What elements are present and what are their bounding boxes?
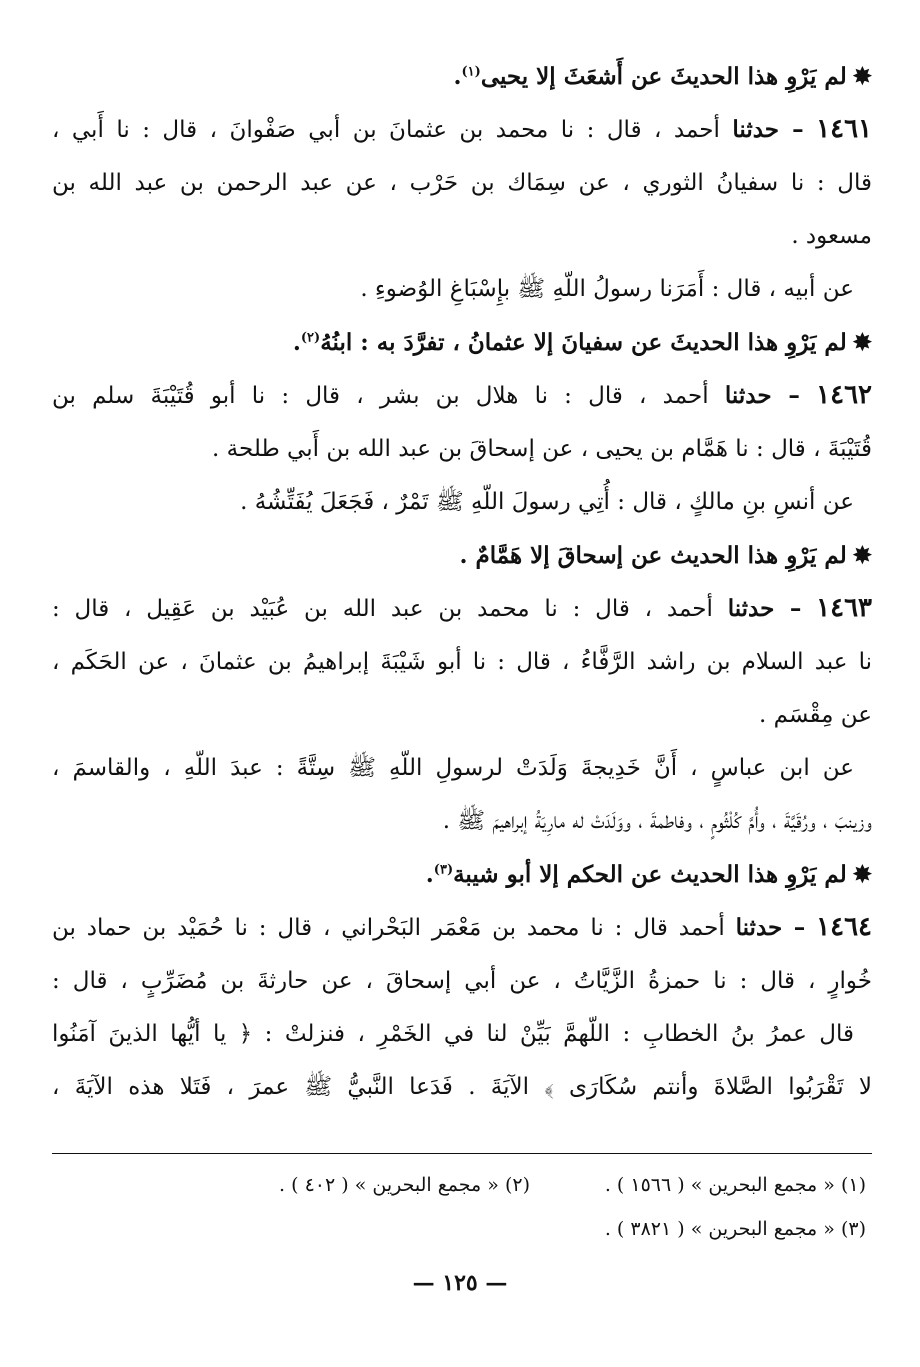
footnote-3: (٣) « مجمع البحرين » ( ٣٨٢١ ) . bbox=[604, 1218, 866, 1240]
text-line: عن أنسِ بنِ مالكٍ ، قال : أُتِي رسولَ اللّهِ ﷺ تَمْرٌ ، فَجَعَلَ يُفَتِّشُهُ . bbox=[240, 489, 854, 515]
text-line: نا عبد السلام بن راشد الرَّفَّاءُ ، قال : نا أبو شَيْبَةَ إبراهيمُ بن عثمانَ ، عن الحَكَم ، bbox=[52, 649, 872, 675]
note-text: لم يَرْوِ هذا الحديث عن الحكم إلا أبو شيبة bbox=[453, 861, 847, 888]
hadith-text: أحمد قال : نا محمد بن مَعْمَر البَحْراني ، قال : نا حُمَيْد بن حماد بن bbox=[52, 915, 725, 941]
note-line: ✸لم يَرْوِ هذا الحديث عن الحكم إلا أبو شيبة$^{(٣)}$. bbox=[425, 861, 872, 888]
note-text: لم يَرْوِ هذا الحديثَ عن سفيانَ إلا عثمانُ ، تفرَّدَ به : ابنُهُ bbox=[320, 329, 847, 356]
hadith-lead: – حدثنا bbox=[724, 382, 800, 409]
hadith-1463-line1 bbox=[52, 582, 872, 636]
hadith-1462-line1 bbox=[52, 369, 872, 423]
hadith-lead: – حدثنا bbox=[727, 595, 802, 622]
footnote-divider bbox=[52, 1153, 872, 1154]
hadith-text: أحمد ، قال : نا هلال بن بشر ، قال : نا أبو قُتَيْبَةَ سلم بن bbox=[52, 383, 709, 409]
text-line: لا تَقْرَبُوا الصَّلاةَ وأنتم سُكَارَى ﴾ الآيَةَ . فَدَعا النَّبيُّ ﷺ عمرَ ، فَتَلا هذه الآيَةَ ، bbox=[52, 1074, 872, 1100]
footnote-ref: (٢) bbox=[300, 330, 321, 346]
text-line: عن ابن عباسٍ ، أَنَّ خَدِيجةَ وَلَدَتْ لرسولِ اللّهِ ﷺ سِتَّةً : عبدَ اللّهِ ، والقاسمَ ، bbox=[52, 755, 854, 781]
footnote-row bbox=[52, 1207, 872, 1251]
note-text: لم يَرْوِ هذا الحديث عن إسحاقَ إلا هَمَّامٌ . bbox=[459, 542, 847, 569]
hadith-number: ١٤٦٤ bbox=[816, 912, 872, 942]
hadith-number: ١٤٦١ bbox=[816, 114, 872, 144]
text-line: قال عمرُ بنُ الخطابِ : اللّهمَّ بَيِّنْ لنا في الخَمْرِ ، فنزلتْ : ﴿ يا أيُّها الذينَ آمَنُوا bbox=[52, 1021, 854, 1047]
asterisk-icon: ✸ bbox=[852, 861, 872, 888]
text-line: عن مِقْسَم . bbox=[759, 702, 872, 728]
note-line bbox=[52, 529, 872, 582]
hadith-1461-line1 bbox=[52, 103, 872, 157]
hadith-1464-line1 bbox=[52, 901, 872, 955]
hadith-number: ١٤٦٢ bbox=[816, 380, 872, 410]
asterisk-icon: ✸ bbox=[852, 63, 872, 90]
text-line: قال : نا سفيانُ الثوري ، عن سِمَاك بن حَرْب ، عن عبد الرحمن بن عبد الله بن bbox=[52, 170, 872, 196]
footnote-ref: (١) bbox=[461, 64, 481, 80]
asterisk-icon: ✸ bbox=[852, 329, 872, 356]
page-number: — ١٢٥ — bbox=[412, 1270, 508, 1296]
text-line: قُتَيْبَةَ ، قال : نا هَمَّام بن يحيى ، عن إسحاقَ بن عبد الله بن أَبي طلحة . bbox=[212, 436, 872, 462]
footnote-1: (١) « مجمع البحرين » ( ١٥٦٦ ) . bbox=[604, 1174, 866, 1196]
note-line: ✸لم يَرْوِ هذا الحديثَ عن سفيانَ إلا عثمانُ ، تفرَّدَ به : ابنُهُ$^{(٢)}$. bbox=[292, 329, 872, 356]
text-line: مسعود . bbox=[791, 223, 872, 249]
hadith-text: أحمد ، قال : نا محمد بن عبد الله بن عُبَيْد بن عَقِيل ، قال : bbox=[52, 596, 713, 622]
footnote-ref: (٣) bbox=[433, 862, 454, 878]
footnotes bbox=[52, 1163, 872, 1251]
asterisk-icon: ✸ bbox=[852, 542, 872, 569]
text-line: خُوارٍ ، قال : نا حمزةُ الزَّيَّاتُ ، عن أبي إسحاقَ ، عن حارثةَ بن مُضَرِّبٍ ، قال : bbox=[52, 968, 872, 994]
hadith-number: ١٤٦٣ bbox=[816, 593, 872, 623]
footnote-row bbox=[52, 1163, 872, 1207]
footnote-2: (٢) « مجمع البحرين » ( ٤٠٢ ) . bbox=[279, 1174, 530, 1196]
text-line: عن أبيه ، قال : أَمَرَنا رسولُ اللّهِ ﷺ بإِسْبَاغِ الوُضوءِ . bbox=[360, 276, 854, 302]
page-body bbox=[52, 50, 872, 1114]
hadith-lead: – حدثنا bbox=[732, 116, 804, 143]
hadith-lead: – حدثنا bbox=[735, 914, 806, 941]
note-text: لم يَرْوِ هذا الحديثَ عن أَشعَثَ إلا يحيى bbox=[480, 63, 847, 90]
note-line: ✸لم يَرْوِ هذا الحديثَ عن أَشعَثَ إلا يحيى$^{(١)}$. bbox=[453, 63, 872, 90]
hadith-text: أحمد ، قال : نا محمد بن عثمانَ بن أبي صَفْوانَ ، قال : نا أَبي ، bbox=[52, 117, 720, 143]
text-line: وزينبَ ، ورُقَيَّةَ ، وأُمَّ كُلْثُومٍ ، وفاطمةَ ، ووَلَدَتْ له مارِيَةُ إبراهيمَ ﷺ . bbox=[442, 808, 872, 834]
